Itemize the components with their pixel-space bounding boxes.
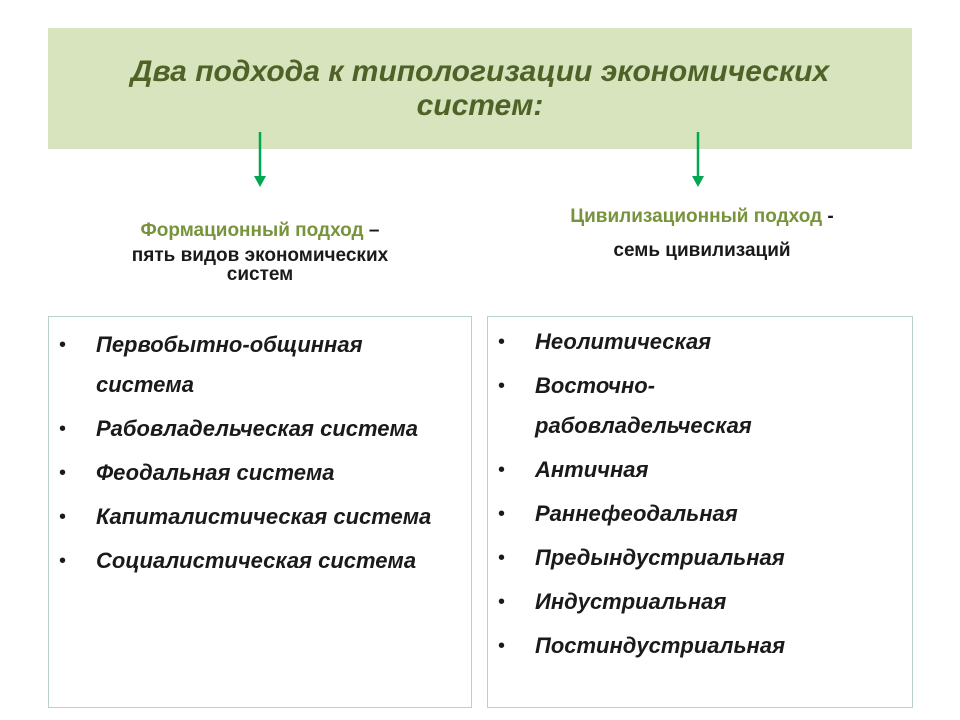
list-item (49, 325, 471, 405)
formation-systems-list (49, 317, 471, 581)
civilizations-box (487, 316, 913, 708)
bullet-icon: • (498, 591, 506, 613)
list-item-text: Раннефеодальная (535, 501, 738, 526)
list-item-text: Античная (535, 457, 649, 482)
list-item-text: Феодальная система (96, 460, 335, 485)
page-title: Два подхода к типологизации экономических систем: (130, 54, 830, 122)
bullet-icon: • (59, 334, 67, 356)
arrow-down-icon (690, 132, 706, 188)
formation-systems-box (48, 316, 472, 708)
bullet-icon: • (498, 635, 506, 657)
bullet-icon: • (498, 547, 506, 569)
list-item-text: Предындустриальная (535, 545, 785, 570)
bullet-icon: • (59, 462, 67, 484)
title-band (48, 28, 912, 149)
list-item (488, 494, 912, 534)
list-item-text: Рабовладельческая система (96, 416, 419, 441)
list-item-text: Индустриальная (535, 589, 727, 614)
list-item-text: Неолитическая (535, 329, 712, 354)
list-item-text: Капиталистическая система (96, 504, 432, 529)
heading-line: систем (226, 264, 294, 285)
civilization-approach-heading (490, 200, 914, 268)
formation-approach-label: Формационный подход (140, 220, 364, 241)
list-item (488, 582, 912, 622)
list-item (488, 450, 912, 490)
bullet-icon: • (498, 375, 506, 397)
bullet-icon: • (498, 503, 506, 525)
heading-dash: - (822, 206, 834, 227)
arrow-down-icon (252, 132, 268, 188)
list-item (488, 626, 912, 666)
bullet-icon: • (59, 506, 67, 528)
list-item-text: Социалистическая система (96, 548, 417, 573)
list-item (488, 322, 912, 362)
bullet-icon: • (498, 331, 506, 353)
civilizations-list (488, 317, 912, 666)
bullet-icon: • (59, 550, 67, 572)
heading-line: пять видов экономических (131, 245, 389, 266)
list-item (49, 409, 471, 449)
list-item (488, 366, 912, 446)
formation-approach-heading (48, 218, 472, 285)
heading-line: семь цивилизаций (613, 240, 791, 261)
heading-dash: – (363, 220, 380, 241)
list-item (49, 497, 471, 537)
list-item (488, 538, 912, 578)
list-item-text: Постиндустриальная (535, 633, 786, 658)
list-item-text: Первобытно-общинная система (96, 332, 363, 397)
civilization-approach-label: Цивилизационный подход (570, 206, 823, 227)
list-item (49, 541, 471, 581)
bullet-icon: • (59, 418, 67, 440)
bullet-icon: • (498, 459, 506, 481)
list-item (49, 453, 471, 493)
list-item-text: Восточно-рабовладельческая (535, 373, 752, 438)
